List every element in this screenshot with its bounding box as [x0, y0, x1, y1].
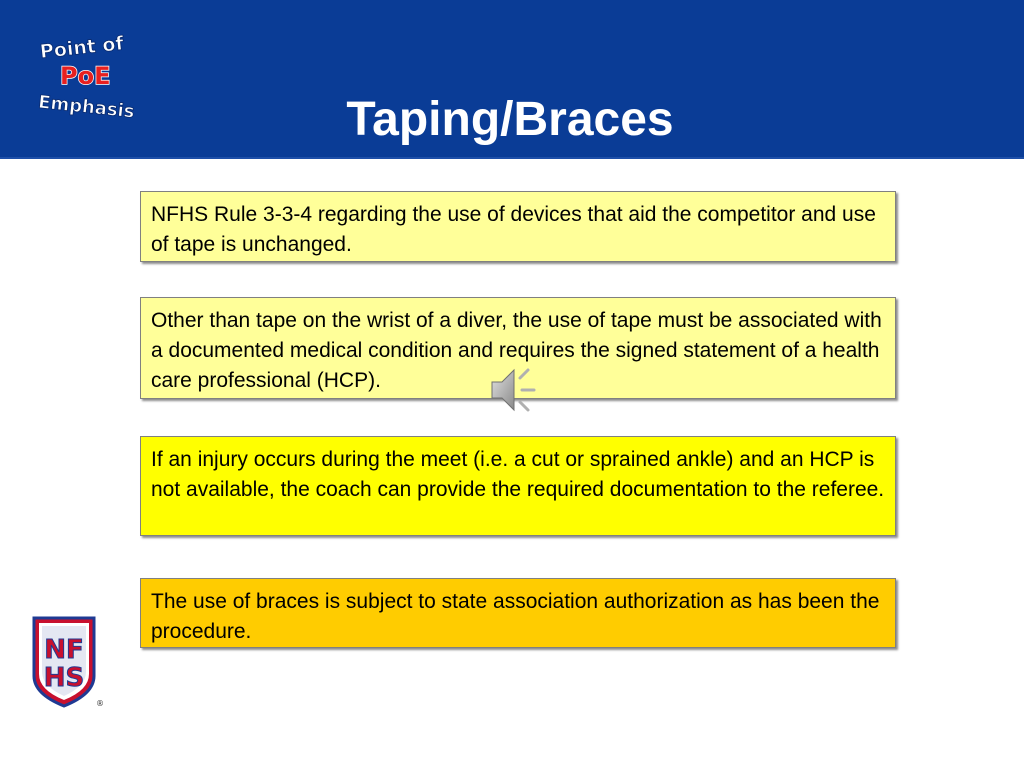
nfhs-logo-top-letters: NF [44, 635, 84, 665]
badge-line-3: Emphasis [37, 91, 136, 123]
speaker-icon[interactable] [484, 360, 544, 420]
slide-title: Taping/Braces [346, 93, 674, 146]
point-of-emphasis-badge [30, 30, 140, 126]
registered-mark: ® [96, 699, 104, 708]
nfhs-logo-bottom-letters: HS [43, 663, 85, 693]
badge-line-2: PoE [60, 62, 111, 90]
text-box-2: Other than tape on the wrist of a diver, the use of tape must be associated with a documented medical condition and requires the signed statement of a health care professional (HCP). [140, 297, 896, 399]
header-band [0, 0, 1024, 159]
badge-line-1: Point of [38, 32, 125, 64]
text-box-1: NFHS Rule 3-3-4 regarding the use of devices that aid the competitor and use of tape is unchanged. [140, 191, 896, 262]
text-box-4: The use of braces is subject to state association authorization as has been the procedure. [140, 578, 896, 648]
text-box-3: If an injury occurs during the meet (i.e. a cut or sprained ankle) and an HCP is not available, the coach can provide the required documentation to the referee. [140, 436, 896, 536]
nfhs-logo [30, 614, 102, 710]
